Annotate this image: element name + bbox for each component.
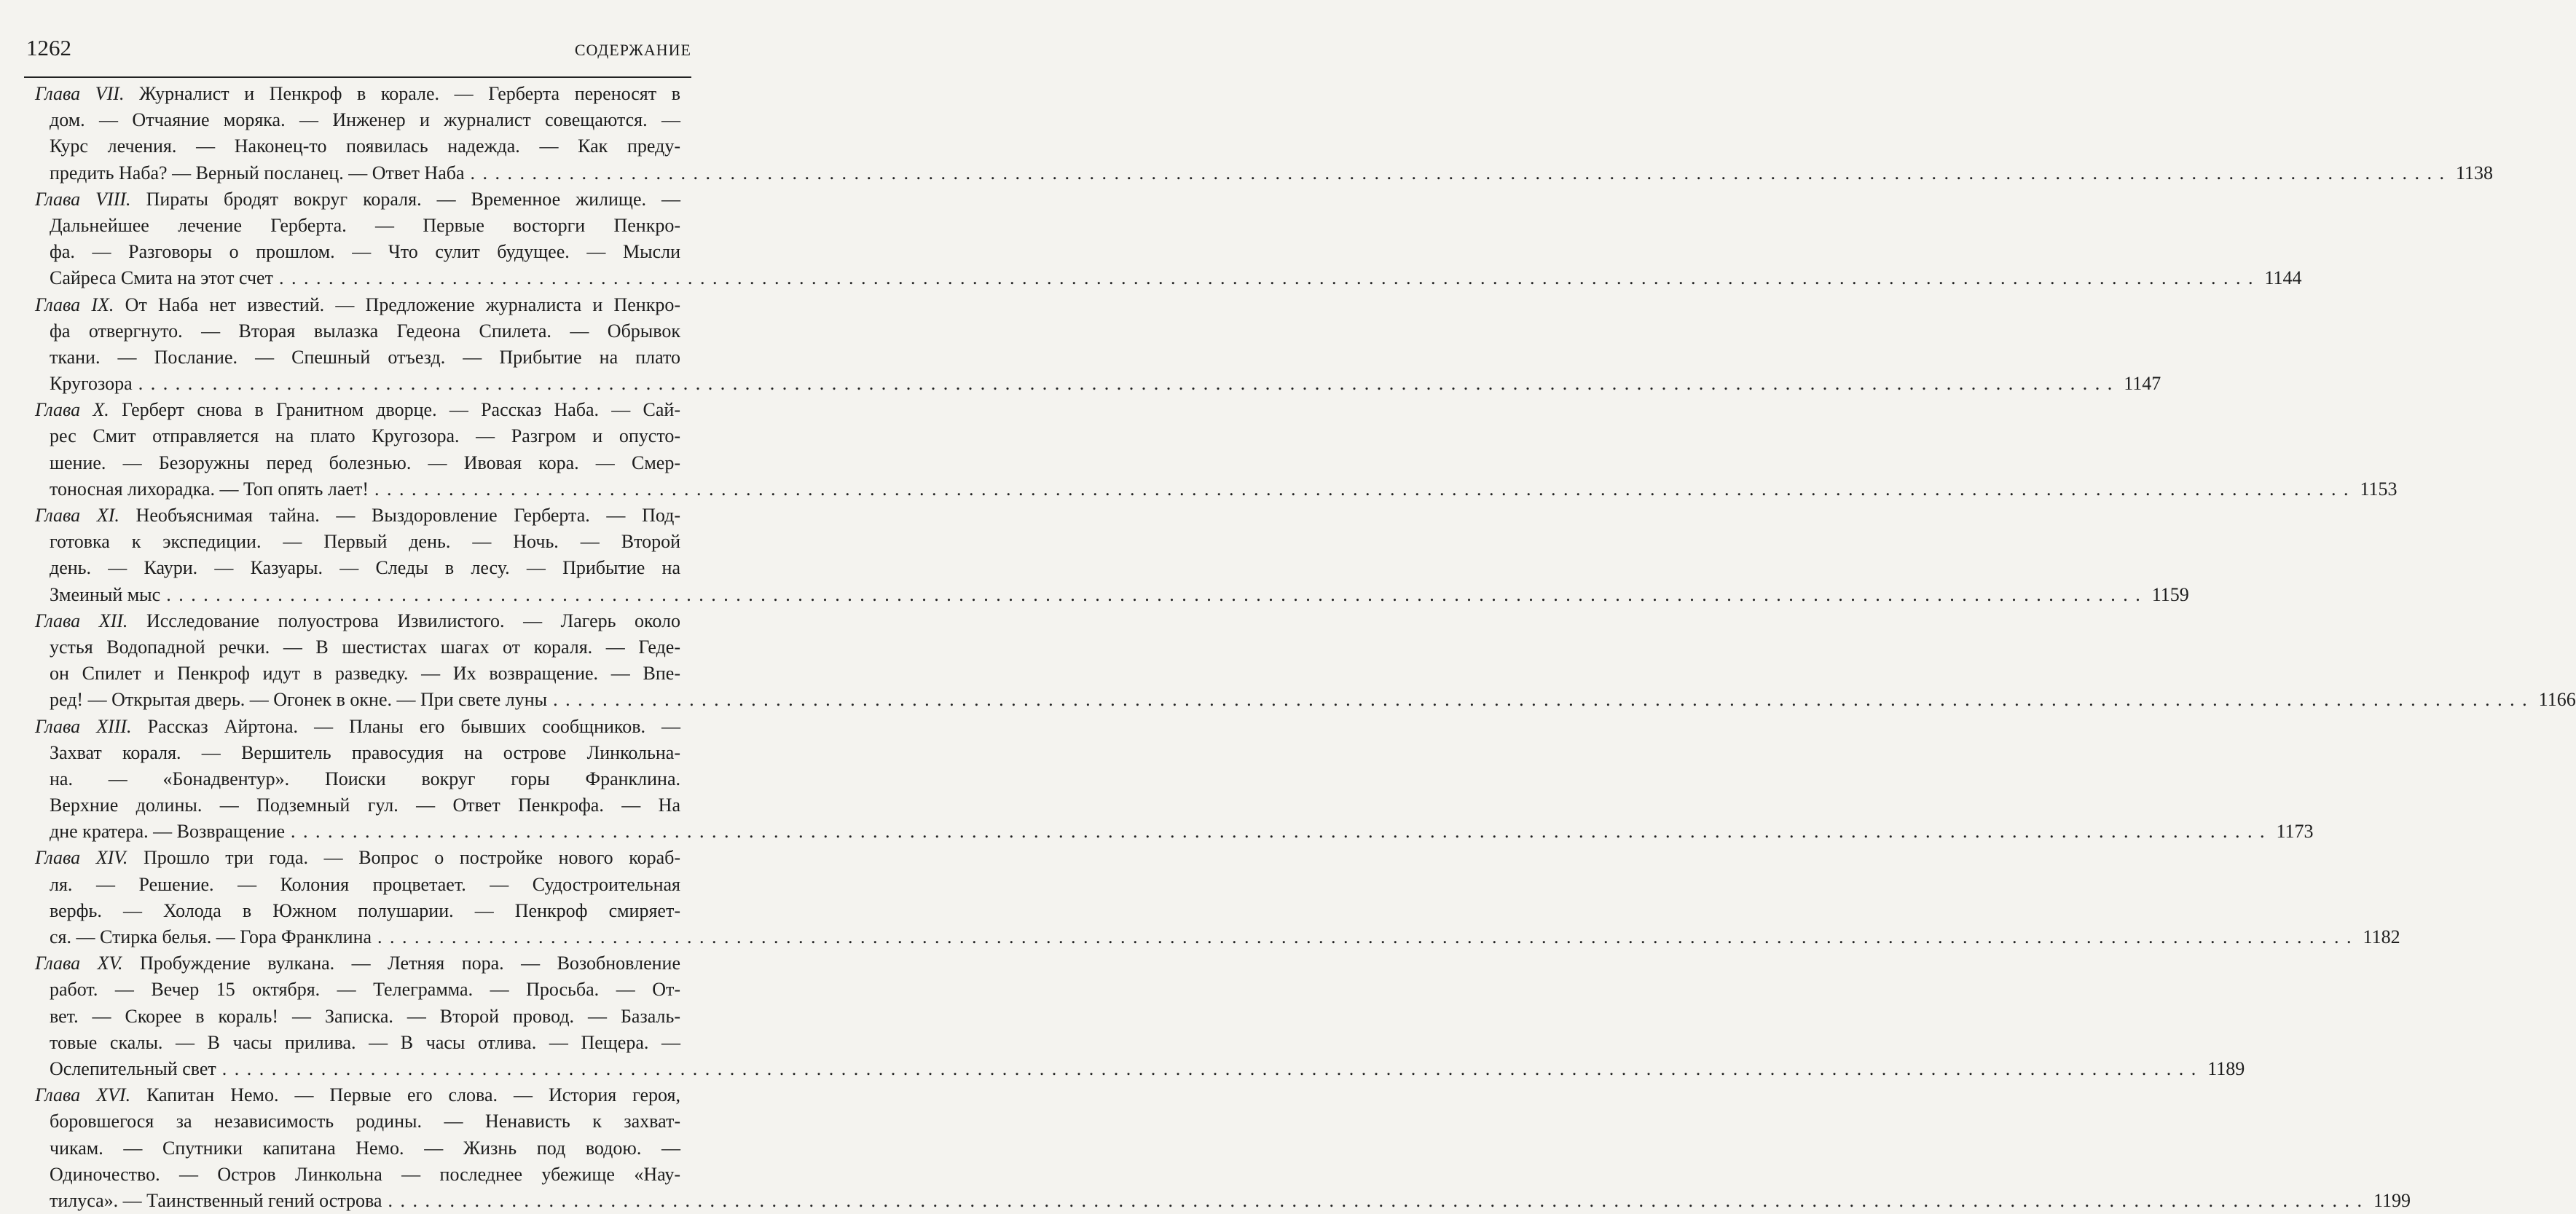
toc-line [35,239,680,265]
toc-line-text [35,292,680,318]
section-title: СОДЕРЖАНИЕ [574,41,691,59]
toc-line-text [50,371,133,397]
header-rule [24,76,691,78]
chapter-label: Глава XV. [35,953,123,974]
toc-page-number: 1159 [2151,583,2189,605]
toc-line-text [35,608,680,634]
line-content: день. — Каури. — Казуары. — Следы в лесу. — Прибытие на [50,557,680,579]
line-content: Курс лечения. — Наконец-то появилась надежда. — Как преду- [50,135,680,157]
dot-leader: . . . . . . . . . . . . . . . . . . . . . . . . . . . . . . . . . . . . . . . . . . . . . . . . . . . . . . . . . . . . . . . . . . . . . . . . . . . . . . . . . . . . . . . . . . . . . . . . . . . . . . . . . . . . . . . . . . . . . . . . . . . . . . . . . . . . . . . . . . . . . . . . . . . . . . . . . . . . . . . . [470,162,2446,184]
line-content: тилуса». — Таинственный гений острова [50,1189,382,1211]
toc-entry [35,608,2576,714]
dot-leader: . . . . . . . . . . . . . . . . . . . . . . . . . . . . . . . . . . . . . . . . . . . . . . . . . . . . . . . . . . . . . . . . . . . . . . . . . . . . . . . . . . . . . . . . . . . . . . . . . . . . . . . . . . . . . . . . . . . . . . . . . . . . . . . . . . . . . . . . . . . . . . . . . . . . . . . . . . . . . . . . [278,267,2255,289]
toc-line-text [35,186,680,213]
toc-page-number: 1138 [2456,162,2494,184]
toc-line-text [50,107,680,133]
toc-line-text [50,740,680,766]
toc-line [35,608,680,634]
toc-line-text [50,476,369,502]
toc-line-text [50,318,680,344]
toc-line [35,160,2494,186]
toc-line-text [50,529,680,555]
toc-entry [35,714,2314,846]
toc-line [35,450,680,476]
toc-line [35,845,680,871]
toc-line [35,81,680,107]
toc-line-text [50,977,680,1003]
toc-entry [35,1082,2411,1214]
toc-line-text [50,819,285,845]
toc-line-text [50,792,680,819]
toc-entry [35,81,2494,186]
toc-line-text [50,344,680,371]
toc-line-text [35,950,680,977]
chapter-label: Глава XVI. [35,1084,131,1106]
toc-line [35,661,680,687]
toc-entry [35,186,2302,292]
dot-leader: . . . . . . . . . . . . . . . . . . . . . . . . . . . . . . . . . . . . . . . . . . . . . . . . . . . . . . . . . . . . . . . . . . . . . . . . . . . . . . . . . . . . . . . . . . . . . . . . . . . . . . . . . . . . . . . . . . . . . . . . . . . . . . . . . . . . . . . . . . . . . . . . . . . . . . . . . . . . . . . . [374,478,2350,500]
toc-line [35,1188,2411,1214]
toc-line [35,740,680,766]
table-of-contents [35,81,2576,1214]
line-content: на. — «Бонадвентур». Поиски вокруг горы Франклина. [50,768,680,789]
dot-leader: . . . . . . . . . . . . . . . . . . . . . . . . . . . . . . . . . . . . . . . . . . . . . . . . . . . . . . . . . . . . . . . . . . . . . . . . . . . . . . . . . . . . . . . . . . . . . . . . . . . . . . . . . . . . . . . . . . . . . . . . . . . . . . . . . . . . . . . . . . . . . . . . . . . . . . . . . . . . . . . . [166,583,2142,605]
toc-line [35,687,2576,713]
line-content: Герберт снова в Гранитном дворце. — Рассказ Наба. — Сай- [122,399,680,421]
toc-line [35,766,680,792]
toc-line [35,371,2161,397]
toc-line-text [50,766,680,792]
dot-leader: . . . . . . . . . . . . . . . . . . . . . . . . . . . . . . . . . . . . . . . . . . . . . . . . . . . . . . . . . . . . . . . . . . . . . . . . . . . . . . . . . . . . . . . . . . . . . . . . . . . . . . . . . . . . . . . . . . . . . . . . . . . . . . . . . . . . . . . . . . . . . . . . . . . . . . . . . . . . . . . . [388,1189,2363,1211]
toc-line [35,898,680,924]
line-content: Прошло три года. — Вопрос о постройке нового кораб- [143,847,680,869]
line-content: фа отвергнуто. — Вторая вылазка Гедеона Спилета. — Обрывок [50,320,680,342]
toc-line [35,582,2189,608]
line-content: Пираты бродят вокруг кораля. — Временное жилище. — [146,188,681,210]
toc-line-text [50,239,680,265]
line-content: боровшегося за независимость родины. — Ненависть к захват- [50,1111,680,1132]
line-content: Верхние долины. — Подземный гул. — Ответ Пенкрофа. — На [50,795,680,816]
line-content: Одиночество. — Остров Линкольна — последнее убежище «Нау- [50,1163,680,1185]
line-content: Необъяснимая тайна. — Выздоровление Герберта. — Под- [136,505,681,526]
toc-line-text [50,1056,216,1082]
line-content: Ослепительный свет [50,1057,216,1079]
line-content: устья Водопадной речки. — В шестистах шагах от кораля. — Геде- [50,636,680,658]
line-content: он Спилет и Пенкроф идут в разведку. — Их возвращение. — Впе- [50,663,680,685]
toc-page-number: 1153 [2360,478,2398,500]
line-content: ля. — Решение. — Колония процветает. — Судостроительная [50,873,680,895]
line-content: ткани. — Послание. — Спешный отъезд. — Прибытие на плато [50,346,680,368]
dot-leader: . . . . . . . . . . . . . . . . . . . . . . . . . . . . . . . . . . . . . . . . . . . . . . . . . . . . . . . . . . . . . . . . . . . . . . . . . . . . . . . . . . . . . . . . . . . . . . . . . . . . . . . . . . . . . . . . . . . . . . . . . . . . . . . . . . . . . . . . . . . . . . . . . . . . . . . . . . . . . . . . [221,1057,2198,1079]
toc-line [35,977,680,1003]
line-content: ред! — Открытая дверь. — Огонек в окне. — При свете луны [50,689,548,711]
chapter-label: Глава XI. [35,505,119,526]
toc-line [35,213,680,239]
toc-line-text [35,81,680,107]
line-content: Дальнейшее лечение Герберта. — Первые восторги Пенкро- [50,214,680,236]
toc-line [35,1135,680,1162]
toc-line-text [50,1004,680,1030]
line-content: шение. — Безоружны перед болезнью. — Ивовая кора. — Смер- [50,452,680,473]
toc-line-text [50,265,273,291]
toc-line [35,133,680,159]
toc-line [35,634,680,661]
toc-line-text [35,714,680,740]
toc-entry [35,397,2398,502]
toc-page-number: 1173 [2276,821,2314,843]
toc-line-text [50,450,680,476]
toc-line-text [50,687,547,713]
toc-line [35,950,680,977]
line-content: чикам. — Спутники капитана Немо. — Жизнь под водою. — [50,1137,680,1159]
toc-page-number: 1199 [2373,1189,2411,1211]
toc-line [35,107,680,133]
toc-line [35,1030,680,1056]
line-content: предить Наба? — Верный посланец. — Ответ Наба [50,162,465,184]
toc-line [35,714,680,740]
toc-line [35,397,680,423]
toc-page-number: 1147 [2124,373,2161,395]
toc-line [35,1108,680,1135]
toc-line-text [50,555,680,581]
toc-line [35,529,680,555]
toc-line [35,476,2398,502]
toc-line-text [50,1188,382,1214]
toc-line [35,423,680,449]
line-content: Пробуждение вулкана. — Летняя пора. — Возобновление [140,953,680,974]
line-content: дом. — Отчаяние моряка. — Инженер и журналист совещаются. — [50,109,680,131]
toc-line [35,292,680,318]
line-content: работ. — Вечер 15 октября. — Телеграмма. — Просьба. — От- [50,979,680,1001]
line-content: тоносная лихорадка. — Топ опять лает! [50,478,369,500]
chapter-label: Глава XII. [35,610,128,631]
toc-page-number: 1144 [2264,267,2302,289]
toc-line-text [35,845,680,871]
line-content: дне кратера. — Возвращение [50,821,285,843]
toc-line [35,819,2314,845]
toc-line-text [50,1030,680,1056]
toc-line-text [50,423,680,449]
toc-line-text [35,502,680,529]
toc-line-text [50,1135,680,1162]
chapter-label: Глава VII. [35,83,125,104]
line-content: Капитан Немо. — Первые его слова. — История героя, [146,1084,681,1106]
toc-line-text [50,634,680,661]
toc-entry [35,502,2189,608]
toc-line [35,265,2302,291]
line-content: верфь. — Холода в Южном полушарии. — Пенкроф смиряет- [50,899,680,921]
toc-line-text [50,133,680,159]
toc-line [35,344,680,371]
dot-leader: . . . . . . . . . . . . . . . . . . . . . . . . . . . . . . . . . . . . . . . . . . . . . . . . . . . . . . . . . . . . . . . . . . . . . . . . . . . . . . . . . . . . . . . . . . . . . . . . . . . . . . . . . . . . . . . . . . . . . . . . . . . . . . . . . . . . . . . . . . . . . . . . . . . . . . . . . . . . . . . . [377,926,2353,947]
toc-line [35,872,680,898]
toc-line-text [50,924,372,950]
dot-leader: . . . . . . . . . . . . . . . . . . . . . . . . . . . . . . . . . . . . . . . . . . . . . . . . . . . . . . . . . . . . . . . . . . . . . . . . . . . . . . . . . . . . . . . . . . . . . . . . . . . . . . . . . . . . . . . . . . . . . . . . . . . . . . . . . . . . . . . . . . . . . . . . . . . . . . . . . . . . . . . . [290,821,2266,843]
line-content: Исследование полуострова Извилистого. — Лагерь около [146,610,680,631]
toc-page-number: 1166 [2538,689,2576,711]
toc-line-text [50,1162,680,1188]
toc-entry [35,950,2245,1082]
chapter-label: Глава XIII. [35,715,132,737]
line-content: рес Смит отправляется на плато Кругозора. — Разгром и опусто- [50,425,680,447]
toc-entry [35,292,2161,398]
toc-line-text [50,898,680,924]
toc-page-number: 1182 [2363,926,2400,947]
toc-line [35,502,680,529]
line-content: ся. — Стирка белья. — Гора Франклина [50,926,372,947]
toc-line [35,1004,680,1030]
chapter-label: Глава IX. [35,293,114,315]
line-content: готовка к экспедиции. — Первый день. — Ночь. — Второй [50,531,680,553]
dot-leader: . . . . . . . . . . . . . . . . . . . . . . . . . . . . . . . . . . . . . . . . . . . . . . . . . . . . . . . . . . . . . . . . . . . . . . . . . . . . . . . . . . . . . . . . . . . . . . . . . . . . . . . . . . . . . . . . . . . . . . . . . . . . . . . . . . . . . . . . . . . . . . . . . . . . . . . . . . . . . . . . [553,689,2529,711]
toc-line-text [50,213,680,239]
toc-line-text [50,582,160,608]
toc-line [35,1082,680,1108]
chapter-label: Глава VIII. [35,188,131,210]
line-content: От Наба нет известий. — Предложение журналиста и Пенкро- [125,293,681,315]
toc-line-text [50,872,680,898]
toc-line-text [35,397,680,423]
toc-line-text [50,661,680,687]
dot-leader: . . . . . . . . . . . . . . . . . . . . . . . . . . . . . . . . . . . . . . . . . . . . . . . . . . . . . . . . . . . . . . . . . . . . . . . . . . . . . . . . . . . . . . . . . . . . . . . . . . . . . . . . . . . . . . . . . . . . . . . . . . . . . . . . . . . . . . . . . . . . . . . . . . . . . . . . . . . . . . . . [138,373,2114,395]
line-content: Рассказ Айртона. — Планы его бывших сообщников. — [147,715,681,737]
toc-line [35,186,680,213]
toc-line [35,1056,2245,1082]
toc-line [35,1162,680,1188]
chapter-label: Глава X. [35,399,109,421]
toc-line [35,555,680,581]
toc-line [35,318,680,344]
line-content: фа. — Разговоры о прошлом. — Что сулит будущее. — Мысли [50,241,680,263]
toc-line [35,792,680,819]
line-content: Змеиный мыс [50,583,161,605]
line-content: Сайреса Смита на этот счет [50,267,273,289]
page-number: 1262 [26,35,71,60]
toc-line [35,924,2400,950]
chapter-label: Глава XIV. [35,847,128,869]
toc-line-text [35,1082,680,1108]
line-content: товые скалы. — В часы прилива. — В часы отлива. — Пещера. — [50,1031,680,1053]
line-content: Захват кораля. — Вершитель правосудия на острове Линкольна- [50,741,680,763]
line-content: Журналист и Пенкроф в корале. — Герберта переносят в [139,83,680,104]
line-content: вет. — Скорее в кораль! — Записка. — Второй провод. — Базаль- [50,1005,680,1027]
running-head [26,35,691,71]
toc-entry [35,845,2400,950]
toc-page-number: 1189 [2207,1057,2245,1079]
line-content: Кругозора [50,373,133,395]
toc-line-text [50,160,465,186]
toc-line-text [50,1108,680,1135]
